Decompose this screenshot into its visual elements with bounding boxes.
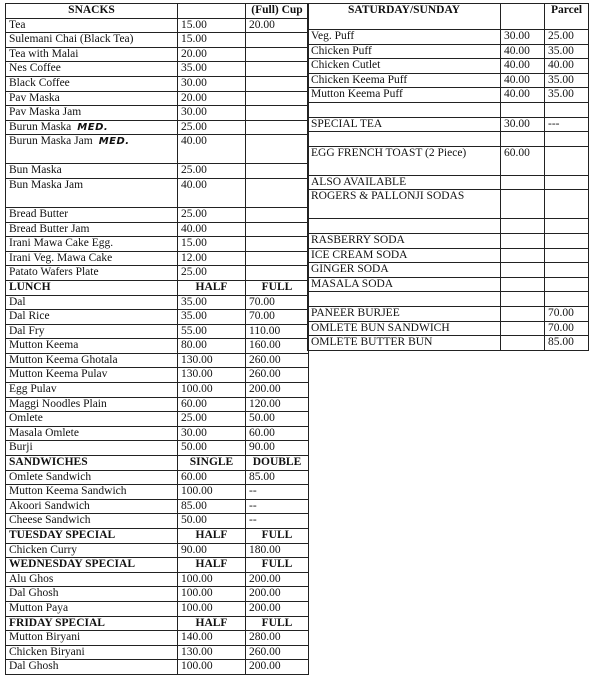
parcel-price: 35.00 (545, 44, 589, 59)
menu-item-row (6, 106, 309, 121)
item-price-1: 60.00 (178, 397, 246, 412)
item-price-1: 25.00 (178, 266, 246, 281)
item-name: Maggi Noodles Plain (6, 397, 178, 412)
item-price-1: 40.00 (178, 178, 246, 207)
item-name: Pav Maska Jam (6, 106, 178, 121)
item-price-1: 40.00 (178, 135, 246, 164)
weekend-item-price: 30.00 (501, 30, 545, 45)
item-name: Tea (6, 18, 178, 33)
menu-item-row (6, 18, 309, 33)
item-price-2 (246, 33, 309, 48)
item-price-1: 100.00 (178, 572, 246, 587)
item-price-2: 280.00 (246, 631, 309, 646)
item-name: Dal (6, 295, 178, 310)
parcel-price: 35.00 (545, 73, 589, 88)
item-price-2 (246, 76, 309, 91)
menu-item-row (6, 251, 309, 266)
weekend-item-price (501, 263, 545, 278)
section-title: SANDWICHES (6, 456, 178, 471)
weekend-item-name: Veg. Puff (308, 30, 501, 45)
item-price-2: 200.00 (246, 572, 309, 587)
section-header-row (6, 280, 309, 295)
item-price-1: 80.00 (178, 339, 246, 354)
item-name: Akoori Sandwich (6, 499, 178, 514)
weekend-item-row (308, 219, 589, 234)
weekend-item-price (501, 321, 545, 336)
item-price-1: 30.00 (178, 106, 246, 121)
item-name: Mutton Paya (6, 601, 178, 616)
weekend-item-price: 60.00 (501, 146, 545, 175)
parcel-price: 70.00 (545, 306, 589, 321)
menu-item-row (6, 266, 309, 281)
weekend-item-price: 40.00 (501, 73, 545, 88)
weekend-item-price (501, 132, 545, 147)
item-name: Omlete (6, 412, 178, 427)
handwritten-note: MED. (77, 121, 109, 133)
item-price-2 (246, 266, 309, 281)
menu-item-row (6, 91, 309, 106)
weekend-item-price (501, 306, 545, 321)
menu-item-row (6, 485, 309, 500)
menu-item-row (6, 601, 309, 616)
item-price-2: 260.00 (246, 353, 309, 368)
item-price-1: 40.00 (178, 222, 246, 237)
item-name: Sulemani Chai (Black Tea) (6, 33, 178, 48)
weekend-item-price (501, 248, 545, 263)
weekend-item-row (308, 132, 589, 147)
menu-item-row (6, 353, 309, 368)
weekend-item-row (308, 73, 589, 88)
menu-item-row (6, 76, 309, 91)
item-price-2 (246, 120, 309, 135)
weekend-item-name: Mutton Keema Puff (308, 88, 501, 103)
item-name: Bread Butter Jam (6, 222, 178, 237)
menu-item-row (6, 368, 309, 383)
snacks-lunch-menu-table (5, 3, 309, 675)
weekend-item-price (501, 219, 545, 234)
weekend-item-row (308, 117, 589, 132)
item-price-1: 25.00 (178, 120, 246, 135)
weekend-item-row (308, 190, 589, 219)
item-price-1: 20.00 (178, 91, 246, 106)
parcel-price (545, 277, 589, 292)
weekend-item-row (308, 59, 589, 74)
item-price-2: 200.00 (246, 601, 309, 616)
section-col2-label: FULL (246, 280, 309, 295)
item-price-2: 50.00 (246, 412, 309, 427)
item-name: Dal Rice (6, 310, 178, 325)
snacks-header-row (6, 4, 309, 19)
parcel-price (545, 292, 589, 307)
menu-item-row (6, 310, 309, 325)
section-header-row (6, 456, 309, 471)
weekend-menu-table (307, 3, 589, 351)
menu-item-row (6, 412, 309, 427)
item-price-2: -- (246, 514, 309, 529)
parcel-price: --- (545, 117, 589, 132)
item-price-2: 200.00 (246, 383, 309, 398)
item-price-1: 90.00 (178, 543, 246, 558)
item-price-1: 15.00 (178, 18, 246, 33)
parcel-price (545, 132, 589, 147)
menu-item-row (6, 543, 309, 558)
weekend-item-row (308, 321, 589, 336)
item-price-2 (246, 135, 309, 164)
item-name: Burji (6, 441, 178, 456)
item-price-1: 85.00 (178, 499, 246, 514)
parcel-price: 25.00 (545, 30, 589, 45)
weekend-item-name: EGG FRENCH TOAST (2 Piece) (308, 146, 501, 175)
item-price-2: 60.00 (246, 426, 309, 441)
item-price-1: 30.00 (178, 426, 246, 441)
snacks-header-blank (178, 4, 246, 19)
item-price-1: 130.00 (178, 368, 246, 383)
weekend-item-row (308, 306, 589, 321)
item-price-1: 30.00 (178, 76, 246, 91)
section-col2-label: DOUBLE (246, 456, 309, 471)
menu-item-row (6, 120, 309, 135)
item-name: Nes Coffee (6, 62, 178, 77)
item-price-1: 12.00 (178, 251, 246, 266)
item-price-2: 110.00 (246, 324, 309, 339)
item-name: Chicken Curry (6, 543, 178, 558)
menu-item-row (6, 383, 309, 398)
item-price-1: 100.00 (178, 601, 246, 616)
item-price-2 (246, 207, 309, 222)
menu-item-row (6, 499, 309, 514)
weekend-item-row (308, 292, 589, 307)
item-name (6, 135, 178, 164)
item-price-2: 260.00 (246, 368, 309, 383)
item-name: Alu Ghos (6, 572, 178, 587)
item-price-1: 100.00 (178, 660, 246, 675)
menu-item-row (6, 587, 309, 602)
item-price-2: 70.00 (246, 295, 309, 310)
item-price-2: 200.00 (246, 587, 309, 602)
weekend-header-blank (501, 4, 545, 30)
menu-item-row (6, 135, 309, 164)
menu-item-row (6, 631, 309, 646)
item-name-text: Burun Maska Jam (9, 135, 93, 148)
item-name: Egg Pulav (6, 383, 178, 398)
weekend-item-name: PANEER BURJEE (308, 306, 501, 321)
weekend-item-name: Chicken Keema Puff (308, 73, 501, 88)
section-col2-label: FULL (246, 558, 309, 573)
item-name: Irani Mawa Cake Egg. (6, 237, 178, 252)
weekend-item-name: OMLETE BUTTER BUN (308, 336, 501, 351)
item-name: Black Coffee (6, 76, 178, 91)
menu-item-row (6, 178, 309, 207)
item-name: Bun Maska (6, 164, 178, 179)
section-col2-label: FULL (246, 616, 309, 631)
section-col2-label: FULL (246, 529, 309, 544)
item-price-2: 70.00 (246, 310, 309, 325)
section-header-row (6, 616, 309, 631)
item-price-1: 50.00 (178, 514, 246, 529)
parcel-price: 35.00 (545, 88, 589, 103)
weekend-item-price (501, 233, 545, 248)
weekend-item-name: ICE CREAM SODA (308, 248, 501, 263)
menu-item-row (6, 62, 309, 77)
menu-item-row (6, 426, 309, 441)
weekend-item-name: Chicken Cutlet (308, 59, 501, 74)
item-name: Bun Maska Jam (6, 178, 178, 207)
weekend-item-row (308, 146, 589, 175)
item-price-2 (246, 178, 309, 207)
item-name: Dal Ghosh (6, 587, 178, 602)
menu-item-row (6, 441, 309, 456)
weekend-item-row (308, 277, 589, 292)
parcel-price: 70.00 (545, 321, 589, 336)
weekend-item-name (308, 132, 501, 147)
item-name: Patato Wafers Plate (6, 266, 178, 281)
weekend-item-name: ALSO AVAILABLE (308, 175, 501, 190)
weekend-item-row (308, 233, 589, 248)
section-title: LUNCH (6, 280, 178, 295)
weekend-item-name (308, 292, 501, 307)
weekend-item-row (308, 102, 589, 117)
item-price-2: 20.00 (246, 18, 309, 33)
item-price-1: 130.00 (178, 645, 246, 660)
weekend-item-price (501, 292, 545, 307)
section-title: TUESDAY SPECIAL (6, 529, 178, 544)
section-col1-label: HALF (178, 280, 246, 295)
item-price-2: 200.00 (246, 660, 309, 675)
item-name: Mutton Biryani (6, 631, 178, 646)
menu-item-row (6, 324, 309, 339)
weekend-item-name: SPECIAL TEA (308, 117, 501, 132)
item-name: Dal Fry (6, 324, 178, 339)
item-price-2: 260.00 (246, 645, 309, 660)
weekend-item-price (501, 190, 545, 219)
weekend-header-row (308, 4, 589, 30)
item-price-1: 15.00 (178, 237, 246, 252)
item-name-text: Burun Maska (9, 120, 72, 133)
weekend-item-row (308, 248, 589, 263)
item-name: Tea with Malai (6, 47, 178, 62)
item-price-2: -- (246, 499, 309, 514)
item-name: Masala Omlete (6, 426, 178, 441)
weekend-item-name: GINGER SODA (308, 263, 501, 278)
item-price-2 (246, 106, 309, 121)
item-price-1: 35.00 (178, 310, 246, 325)
item-name: Omlete Sandwich (6, 470, 178, 485)
weekend-item-price (501, 277, 545, 292)
parcel-price: 40.00 (545, 59, 589, 74)
item-price-2 (246, 164, 309, 179)
parcel-price (545, 190, 589, 219)
parcel-header: Parcel (545, 4, 589, 30)
item-price-2: 85.00 (246, 470, 309, 485)
item-name: Cheese Sandwich (6, 514, 178, 529)
item-price-2: 180.00 (246, 543, 309, 558)
weekend-item-row (308, 175, 589, 190)
menu-item-row (6, 470, 309, 485)
weekend-item-price (501, 336, 545, 351)
item-price-2 (246, 91, 309, 106)
section-title: WEDNESDAY SPECIAL (6, 558, 178, 573)
item-price-2 (246, 251, 309, 266)
item-price-2 (246, 222, 309, 237)
item-name: Mutton Keema Sandwich (6, 485, 178, 500)
menu-item-row (6, 237, 309, 252)
weekend-item-price: 40.00 (501, 44, 545, 59)
menu-item-row (6, 33, 309, 48)
weekend-item-price (501, 175, 545, 190)
snacks-header: SNACKS (6, 4, 178, 19)
item-price-1: 50.00 (178, 441, 246, 456)
menu-item-row (6, 222, 309, 237)
item-name: Mutton Keema (6, 339, 178, 354)
weekend-item-name: ROGERS & PALLONJI SODAS (308, 190, 501, 219)
item-price-1: 35.00 (178, 295, 246, 310)
menu-item-row (6, 207, 309, 222)
section-col1-label: SINGLE (178, 456, 246, 471)
menu-item-row (6, 164, 309, 179)
item-price-2: -- (246, 485, 309, 500)
weekend-item-name: RASBERRY SODA (308, 233, 501, 248)
weekend-item-name: MASALA SODA (308, 277, 501, 292)
menu-item-row (6, 572, 309, 587)
parcel-price (545, 146, 589, 175)
weekend-item-price: 40.00 (501, 88, 545, 103)
section-col1-label: HALF (178, 558, 246, 573)
item-name: Pav Maska (6, 91, 178, 106)
item-name: Chicken Biryani (6, 645, 178, 660)
section-title: FRIDAY SPECIAL (6, 616, 178, 631)
menu-item-row (6, 645, 309, 660)
weekend-item-row (308, 88, 589, 103)
item-price-2: 120.00 (246, 397, 309, 412)
item-price-1: 25.00 (178, 412, 246, 427)
item-price-1: 15.00 (178, 33, 246, 48)
parcel-price (545, 219, 589, 234)
section-col1-label: HALF (178, 616, 246, 631)
full-cup-header: (Full) Cup (246, 4, 309, 19)
parcel-price (545, 175, 589, 190)
item-name: Mutton Keema Ghotala (6, 353, 178, 368)
weekend-item-row (308, 263, 589, 278)
section-header-row (6, 558, 309, 573)
menu-item-row (6, 397, 309, 412)
parcel-price (545, 248, 589, 263)
item-name: Bread Butter (6, 207, 178, 222)
item-price-1: 100.00 (178, 587, 246, 602)
menu-item-row (6, 660, 309, 675)
item-price-1: 100.00 (178, 485, 246, 500)
item-name: Irani Veg. Mawa Cake (6, 251, 178, 266)
parcel-price: 85.00 (545, 336, 589, 351)
item-price-1: 100.00 (178, 383, 246, 398)
weekend-item-row (308, 44, 589, 59)
item-price-1: 25.00 (178, 207, 246, 222)
item-name: Mutton Keema Pulav (6, 368, 178, 383)
parcel-price (545, 263, 589, 278)
menu-item-row (6, 295, 309, 310)
item-price-2 (246, 62, 309, 77)
weekend-item-price (501, 102, 545, 117)
weekend-item-row (308, 336, 589, 351)
weekend-header: SATURDAY/SUNDAY (308, 4, 501, 30)
item-price-1: 130.00 (178, 353, 246, 368)
parcel-price (545, 233, 589, 248)
weekend-item-name: Chicken Puff (308, 44, 501, 59)
item-price-1: 55.00 (178, 324, 246, 339)
item-price-2 (246, 47, 309, 62)
item-price-2 (246, 237, 309, 252)
weekend-item-name: OMLETE BUN SANDWICH (308, 321, 501, 336)
item-name (6, 120, 178, 135)
weekend-item-name (308, 219, 501, 234)
item-price-2: 160.00 (246, 339, 309, 354)
menu-item-row (6, 514, 309, 529)
item-price-1: 25.00 (178, 164, 246, 179)
item-name: Dal Ghosh (6, 660, 178, 675)
section-header-row (6, 529, 309, 544)
item-price-1: 140.00 (178, 631, 246, 646)
item-price-1: 35.00 (178, 62, 246, 77)
weekend-item-price: 30.00 (501, 117, 545, 132)
menu-item-row (6, 47, 309, 62)
item-price-1: 20.00 (178, 47, 246, 62)
handwritten-note: MED. (98, 136, 130, 148)
item-price-1: 60.00 (178, 470, 246, 485)
weekend-item-name (308, 102, 501, 117)
menu-item-row (6, 339, 309, 354)
parcel-price (545, 102, 589, 117)
weekend-item-price: 40.00 (501, 59, 545, 74)
item-price-2: 90.00 (246, 441, 309, 456)
section-col1-label: HALF (178, 529, 246, 544)
weekend-item-row (308, 30, 589, 45)
